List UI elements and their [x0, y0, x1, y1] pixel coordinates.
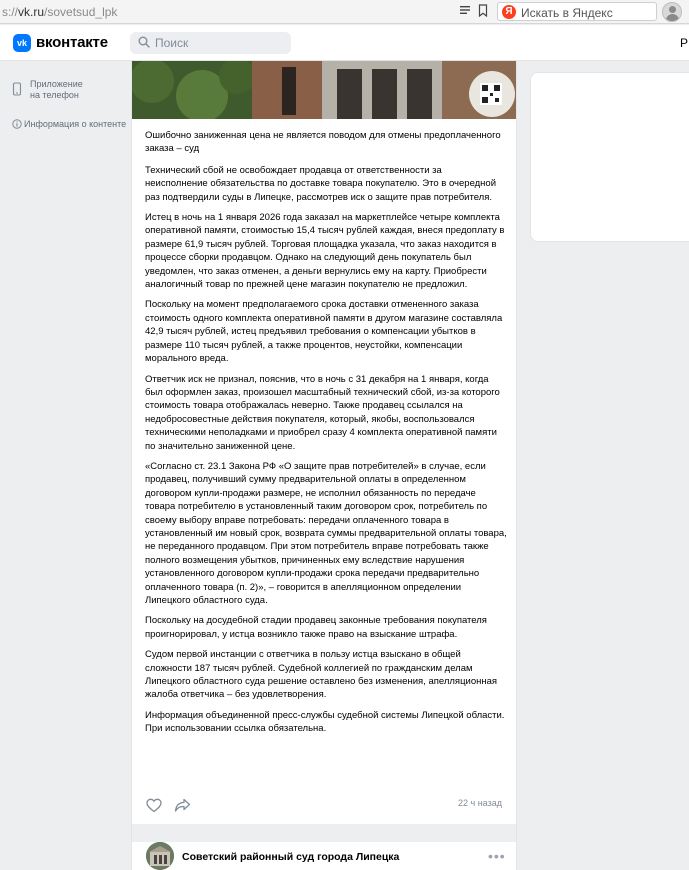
post-text	[145, 129, 507, 743]
wall-post	[131, 61, 517, 870]
post-paragraph: Поскольку на момент предполагаемого срока доставки отмененного заказа стоимость одного комплекта оперативной памяти в другом магазине составляла 42,9 тысяч рублей, истец предъявил требования о компенсации убытков в размере 110 тысяч рублей, а также процентов, неустойки, компенсации морального вреда.	[145, 299, 503, 365]
next-post-header	[132, 842, 516, 870]
header-right-link[interactable]: Р	[680, 36, 689, 50]
post-title: Ошибочно заниженная цена не является поводом для отмены предоплаченного заказа – суд	[145, 130, 501, 155]
vk-header	[0, 25, 689, 61]
share-icon[interactable]	[174, 798, 191, 813]
community-info-card	[530, 72, 689, 242]
court-building-photo	[132, 61, 516, 119]
vk-brand-name[interactable]: вконтакте	[36, 34, 108, 51]
browser-toolbar	[0, 0, 689, 24]
yandex-logo-icon: Я	[502, 5, 516, 19]
post-timestamp[interactable]: 22 ч назад	[458, 798, 502, 808]
bookmark-icon[interactable]	[476, 4, 490, 18]
phone-icon	[12, 82, 22, 96]
post-paragraph: Судом первой инстанции с ответчика в пользу истца взыскано в общей сложности 187 тысяч рублей. Судебной коллегией по гражданским делам Липецкого областного суда решение оставлено без изменения, апелляционная жалоба ответчика – без удовлетворения.	[145, 649, 498, 701]
info-icon	[12, 119, 22, 129]
yandex-search-input[interactable]: Я Искать в Яндекс	[497, 2, 657, 21]
community-name[interactable]: Советский районный суд города Липецка	[182, 851, 400, 863]
post-paragraph: Поскольку на досудебной стадии продавец законные требования покупателя проигнорировал, у истца возникло также право на взыскание штрафа.	[145, 615, 487, 640]
more-options-icon[interactable]: •••	[488, 848, 506, 864]
post-paragraph: Информация объединенной пресс-службы судебной системы Липецкой области. При использовании ссылка обязательна.	[145, 709, 505, 735]
heart-icon[interactable]	[146, 798, 162, 813]
vk-search-input[interactable]: Поиск	[130, 32, 291, 54]
address-bar[interactable]: s://vk.ru/sovetsud_lpk	[2, 5, 118, 19]
post-actions	[146, 797, 508, 815]
post-photo[interactable]	[132, 61, 516, 119]
community-avatar[interactable]	[146, 842, 174, 870]
search-icon	[138, 36, 150, 48]
feed-separator	[132, 824, 516, 842]
vk-logo-icon[interactable]: vk	[13, 34, 31, 52]
browser-profile-avatar[interactable]	[662, 2, 682, 22]
post-paragraph: «Согласно ст. 23.1 Закона РФ «О защите прав потребителей» в случае, если продавец, получивший сумму предварительной оплаты в определенном договором купли-продажи размере, не исполнил обязанность по передаче товара потребителю в установленный таким договором срок, потребитель по своему выбору вправе потребовать: передачи оплаченного товара в установленный им новый срок, возврата суммы предварительной оплаты товара, не переданного продавцом. При этом потребитель вправе потребовать также полного возмещения убытков, причиненных ему вследствие нарушения установленного договором купли-продажи срока передачи предварительно оплаченного товара (п. 2)», – говорится в апелляционном определении Липецкого областного суда.	[145, 460, 507, 606]
post-paragraph: Истец в ночь на 1 января 2026 года заказал на маркетплейсе четыре комплекта оперативной памяти, стоимостью 15,4 тысяч рублей каждая, внеся предоплату в размере 61,9 тысяч рублей. Торговая площадка указала, что заказ находится в процессе сборки продавцом. Однако на следующий день покупатель был уведомлен, что заказ отменен, а деньги вернулись ему на карту. Приобрести аналогичный товар по прежней цене магазин покупателю не предложил.	[145, 212, 505, 291]
post-paragraph: Ответчик иск не признал, пояснив, что в ночь с 31 декабря на 1 января, когда был оформлен заказ, произошел масштабный технический сбой, из-за которого стоимость товара отображалась неверно. Также продавец ссылался на недобросовестные действия покупателя, который, якобы, воспользовался техническими неполадками и приобрел сразу 4 комплекта оперативной памяти по значительно заниженной цене.	[145, 373, 500, 452]
reader-mode-icon[interactable]	[458, 4, 472, 18]
post-paragraph: Технический сбой не освобождает продавца от ответственности за неисполнение обязательства по доставке товара покупателю. Это в очередной раз подтвердили суды в Липецке, рассмотрев иск о защите прав потребителя.	[145, 164, 497, 203]
